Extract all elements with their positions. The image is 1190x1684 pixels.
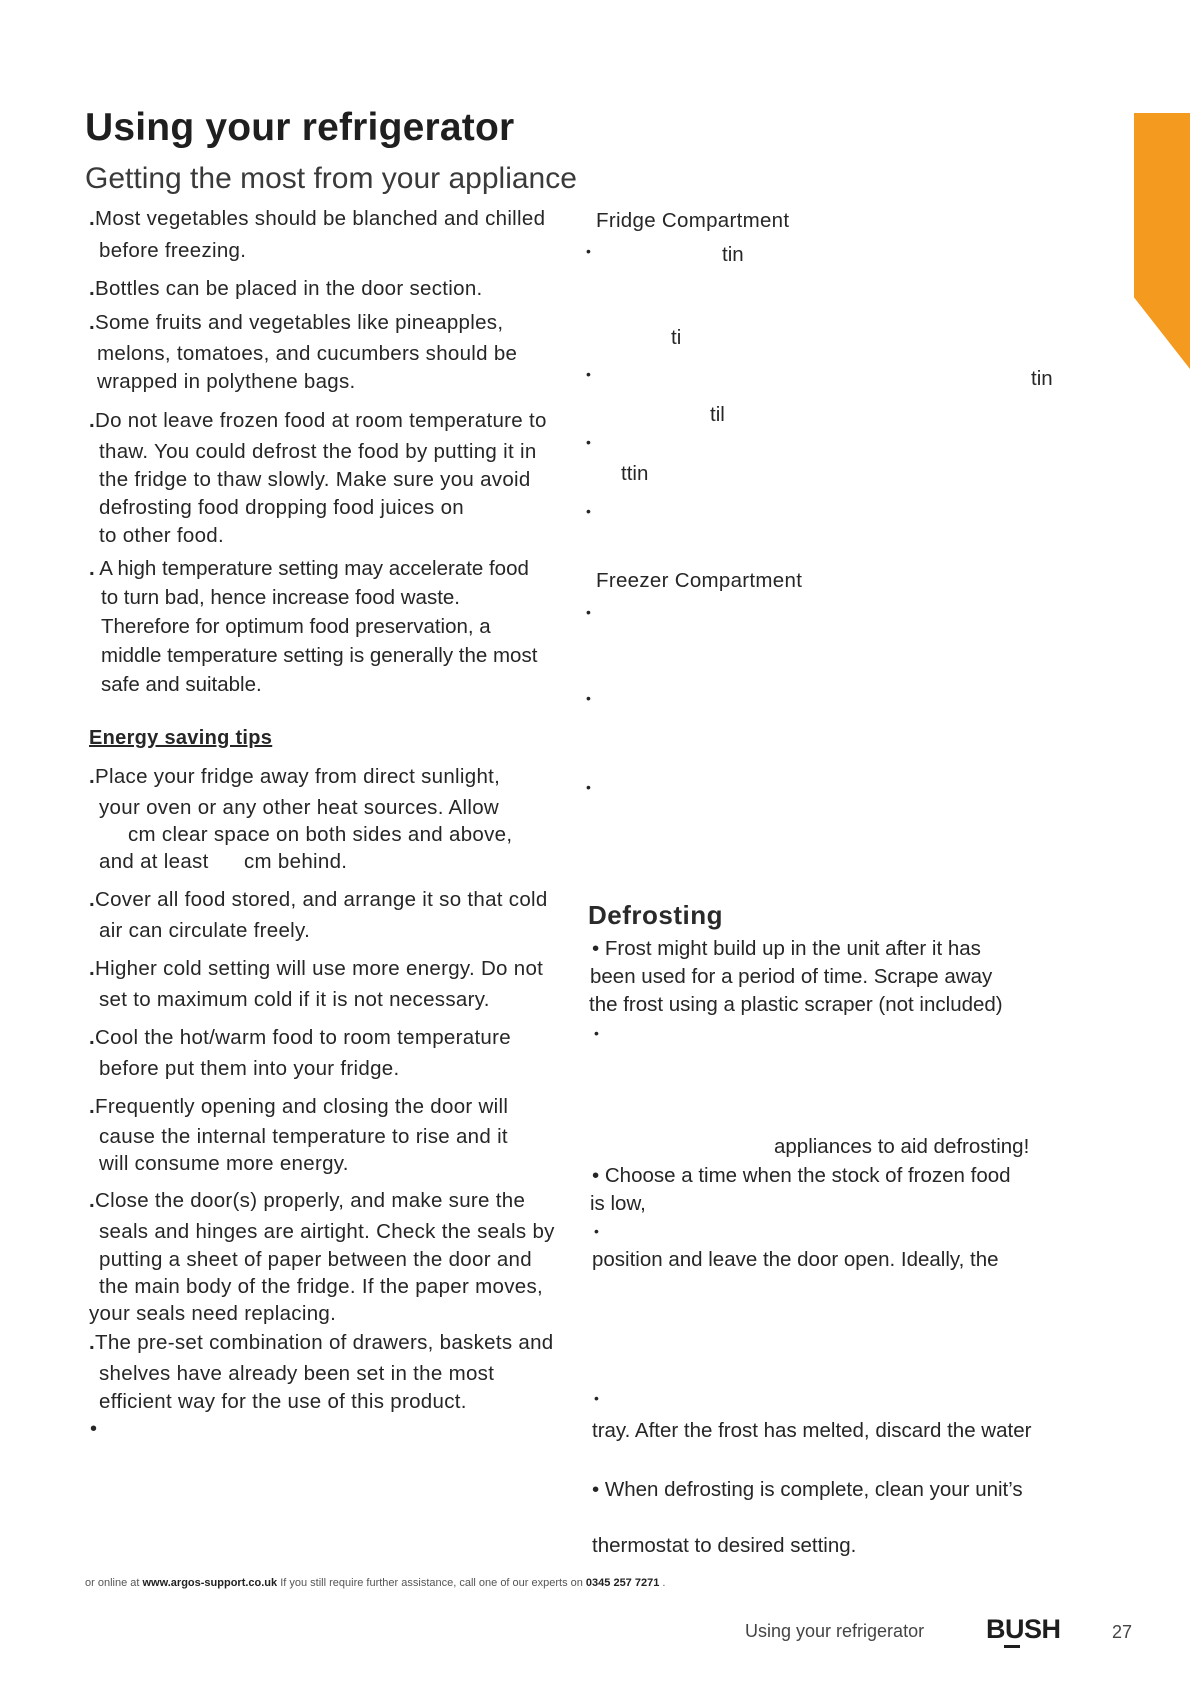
defrost-line-8: tray. After the frost has melted, discard the water: [592, 1419, 1032, 1442]
defrost-line-4: appliances to aid defrosting!: [774, 1135, 1030, 1158]
defrost-bullet-3: •: [594, 1390, 599, 1406]
fridge-bullet-4: •: [586, 503, 591, 519]
defrost-line-9: • When defrosting is complete, clean your unit’s: [592, 1478, 1023, 1501]
tip-4-line-4: defrosting food dropping food juices on: [99, 496, 465, 519]
brand-logo-underline: [1004, 1645, 1020, 1648]
tip-3-line-1: .Some fruits and vegetables like pineapples,: [89, 311, 504, 334]
energy-tip-1-line-1: .Place your fridge away from direct sunlight,: [89, 765, 501, 788]
tip-4-line-2: thaw. You could defrost the food by putting it in: [99, 440, 537, 463]
defrost-line-5: • Choose a time when the stock of frozen food: [592, 1164, 1011, 1187]
support-website-link[interactable]: www.argos-support.co.uk: [142, 1577, 278, 1589]
energy-tip-5-line-3: will consume more energy.: [99, 1152, 349, 1175]
energy-tip-7-line-3: efficient way for the use of this product.: [99, 1390, 467, 1413]
energy-tip-6-line-1: .Close the door(s) properly, and make sure the: [89, 1189, 526, 1212]
energy-tip-6-line-5: your seals need replacing.: [89, 1302, 337, 1325]
energy-tip-4-line-2: before put them into your fridge.: [99, 1057, 400, 1080]
freezer-bullet-3: •: [586, 779, 591, 795]
tip-1-line-2: before freezing.: [99, 239, 247, 262]
brand-logo: BUSH: [986, 1614, 1061, 1644]
defrost-line-10: thermostat to desired setting.: [592, 1534, 857, 1557]
energy-tip-1-line-4: and at least: [99, 850, 209, 873]
energy-tip-6-line-3: putting a sheet of paper between the door and: [99, 1248, 532, 1271]
footer-section-name: Using your refrigerator: [745, 1621, 925, 1641]
energy-tip-3-line-1: .Higher cold setting will use more energy. Do not: [89, 957, 544, 980]
support-phone-number: 0345 257 7271: [585, 1577, 660, 1589]
fridge-fragment-5: ttin: [621, 462, 649, 485]
fridge-bullet-1: •: [586, 243, 591, 259]
section-tab-accent: [1134, 113, 1190, 369]
freezer-bullet-2: •: [586, 690, 591, 706]
tip-3-line-3: wrapped in polythene bags.: [97, 370, 356, 393]
defrost-bullet-2: •: [594, 1223, 599, 1239]
tip-4-line-3: the fridge to thaw slowly. Make sure you avoid: [99, 468, 531, 491]
fridge-fragment-4: til: [710, 403, 725, 426]
defrosting-heading: Defrosting: [588, 900, 723, 930]
energy-tip-2-line-1: .Cover all food stored, and arrange it so that cold: [89, 888, 548, 911]
footer-contact-line: or online at www.argos-support.co.uk If you still require further assistance, call one of our experts on 0345 257 7271 .: [85, 1577, 666, 1589]
energy-tip-1-line-5: cm behind.: [244, 850, 348, 873]
energy-tip-6-line-2: seals and hinges are airtight. Check the seals by: [99, 1220, 555, 1243]
trailing-bullet: •: [90, 1418, 98, 1440]
energy-tip-2-line-2: air can circulate freely.: [99, 919, 311, 942]
tip-5-line-4: middle temperature setting is generally the most: [101, 644, 538, 667]
tip-5-line-3: Therefore for optimum food preservation, a: [101, 615, 491, 638]
energy-tip-7-line-1: .The pre-set combination of drawers, baskets and: [89, 1331, 554, 1354]
tip-3-line-2: melons, tomatoes, and cucumbers should be: [97, 342, 518, 365]
energy-tip-7-line-2: shelves have already been set in the most: [99, 1362, 495, 1385]
energy-saving-heading: Energy saving tips: [89, 727, 273, 749]
page-number: 27: [1112, 1622, 1133, 1642]
fridge-fragment-2: ti: [671, 326, 682, 349]
freezer-bullet-1: •: [586, 604, 591, 620]
defrost-line-2: been used for a period of time. Scrape away: [590, 965, 993, 988]
tip-5-line-2: to turn bad, hence increase food waste.: [101, 586, 460, 609]
tip-4-line-1: .Do not leave frozen food at room temperature to: [89, 409, 547, 432]
energy-tip-3-line-2: set to maximum cold if it is not necessary.: [99, 988, 490, 1011]
fridge-fragment-1: tin: [722, 243, 744, 266]
energy-tip-4-line-1: .Cool the hot/warm food to room temperature: [89, 1026, 511, 1049]
freezer-compartment-heading: Freezer Compartment: [596, 569, 803, 592]
tip-5-line-5: safe and suitable.: [101, 673, 262, 696]
energy-tip-6-line-4: the main body of the fridge. If the paper moves,: [99, 1275, 544, 1298]
energy-tip-5-line-1: .Frequently opening and closing the door will: [89, 1095, 509, 1118]
defrost-bullet-1: •: [594, 1025, 599, 1041]
defrost-line-7: position and leave the door open. Ideally, the: [592, 1248, 999, 1271]
defrost-line-1: • Frost might build up in the unit after it has: [592, 937, 981, 960]
tip-2-line-1: .Bottles can be placed in the door section.: [89, 277, 483, 300]
energy-tip-1-line-2: your oven or any other heat sources. Allow: [99, 796, 500, 819]
energy-tip-1-line-3: cm clear space on both sides and above,: [128, 823, 513, 846]
page-title: Using your refrigerator: [85, 106, 515, 149]
tip-5-line-1: . A high temperature setting may accelerate food: [89, 557, 529, 580]
page-subtitle: Getting the most from your appliance: [85, 162, 577, 195]
defrost-line-6: is low,: [590, 1192, 646, 1215]
tip-4-line-5: to other food.: [99, 524, 225, 547]
energy-tip-5-line-2: cause the internal temperature to rise and it: [99, 1125, 508, 1148]
fridge-fragment-3: tin: [1031, 367, 1053, 390]
fridge-compartment-heading: Fridge Compartment: [596, 209, 790, 232]
defrost-line-3: the frost using a plastic scraper (not included): [589, 993, 1003, 1016]
tip-1-line-1: .Most vegetables should be blanched and chilled: [89, 207, 546, 230]
fridge-bullet-2: •: [586, 366, 591, 382]
fridge-bullet-3: •: [586, 434, 591, 450]
